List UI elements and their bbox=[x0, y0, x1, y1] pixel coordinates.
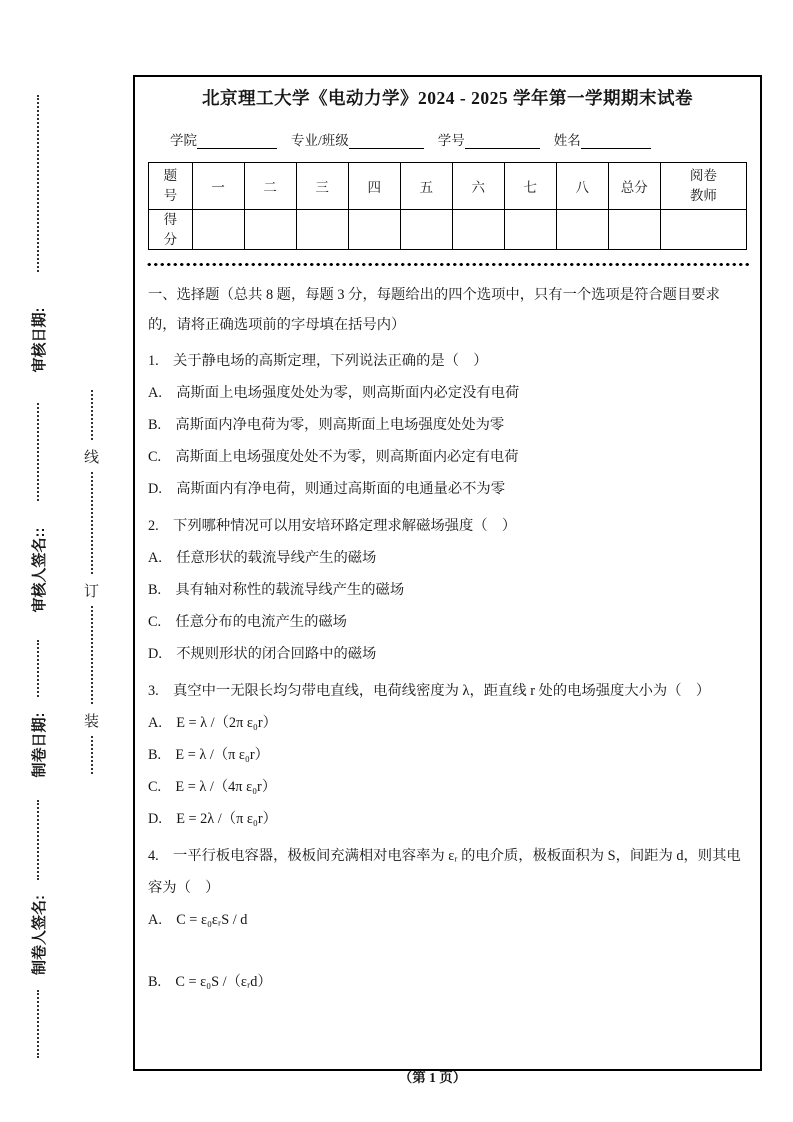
question-1 bbox=[148, 345, 747, 505]
question-2-option-b: B. 具有轴对称性的载流导线产生的磁场 bbox=[148, 582, 405, 599]
score-cell bbox=[556, 210, 608, 250]
score-cell bbox=[452, 210, 504, 250]
question-3-option-a: A. E = λ /（2π ε₀r） bbox=[148, 715, 277, 732]
exam-title: 北京理工大学《电动力学》2024 - 2025 学年第一学期期末试卷 bbox=[202, 88, 693, 108]
question-3-text: 3. 真空中一无限长均匀带电直线，电荷线密度为 λ，距直线 r 处的电场强度大小为（ ） bbox=[148, 683, 711, 700]
total-score-header: 总分 bbox=[608, 163, 660, 210]
question-4-text: 4. 一平行板电容器，极板间充满相对电容率为 εᵣ 的电介质，极板面积为 S，间距为 d，则其电容为（ ） bbox=[148, 848, 741, 897]
exam-body bbox=[148, 280, 747, 998]
question-4-option-b: B. C = ε₀S /（εᵣd） bbox=[148, 974, 272, 991]
margin-dotted-line bbox=[37, 95, 39, 272]
score-cell bbox=[192, 210, 244, 250]
total-score-cell bbox=[608, 210, 660, 250]
question-3-option-b: B. E = λ /（π ε₀r） bbox=[148, 747, 269, 764]
question-1-option-b: B. 高斯面内净电荷为零，则高斯面上电场强度处处为零 bbox=[148, 417, 505, 434]
column-header: 六 bbox=[452, 163, 504, 210]
margin-dotted-line bbox=[37, 403, 39, 501]
score-cell bbox=[504, 210, 556, 250]
review-date-label: 审核日期: bbox=[30, 307, 48, 373]
question-1-option-c: C. 高斯面上电场强度处处不为零，则高斯面内必定有电荷 bbox=[148, 449, 519, 466]
score-row-header bbox=[149, 210, 193, 250]
major-class-blank-line bbox=[349, 132, 424, 149]
column-header: 八 bbox=[556, 163, 608, 210]
grader-cell bbox=[660, 210, 746, 250]
major-class-label: 专业/班级 bbox=[291, 133, 349, 148]
make-date-label: 制卷日期: bbox=[30, 712, 48, 778]
binding-char-staple: 订 bbox=[84, 584, 100, 600]
score-cell bbox=[400, 210, 452, 250]
binding-char-line: 线 bbox=[84, 450, 100, 466]
question-number-label: 题号 bbox=[163, 168, 178, 203]
name-blank-line bbox=[581, 132, 651, 149]
question-3 bbox=[148, 675, 747, 835]
question-3-option-d: D. E = 2λ /（π ε₀r） bbox=[148, 811, 277, 828]
college-blank-line bbox=[197, 132, 277, 149]
score-table-corner bbox=[149, 163, 193, 210]
column-header: 一 bbox=[192, 163, 244, 210]
binding-dotted-line bbox=[91, 472, 93, 574]
student-id-label: 学号 bbox=[437, 133, 465, 148]
binding-dotted-line bbox=[91, 736, 93, 774]
page-number: （第 1 页） bbox=[398, 1070, 467, 1085]
column-header: 二 bbox=[244, 163, 296, 210]
column-header: 五 bbox=[400, 163, 452, 210]
binding-dotted-line bbox=[91, 390, 93, 440]
exam-sheet bbox=[133, 75, 762, 1071]
margin-dotted-line bbox=[37, 990, 39, 1058]
student-info-row bbox=[170, 129, 747, 149]
score-row-label: 得分 bbox=[163, 212, 178, 247]
student-id-blank-line bbox=[465, 132, 540, 149]
question-1-option-a: A. 高斯面上电场强度处处为零，则高斯面内必定没有电荷 bbox=[148, 385, 520, 402]
question-2-option-c: C. 任意分布的电流产生的磁场 bbox=[148, 614, 347, 631]
binding-char-bind: 装 bbox=[84, 714, 100, 730]
question-4-option-a: A. C = ε₀εᵣS / d bbox=[148, 912, 248, 929]
question-2-option-d: D. 不规则形状的闭合回路中的磁场 bbox=[148, 646, 377, 663]
reviewer-sign-label: 审核人签名:: bbox=[30, 527, 48, 613]
score-cell bbox=[348, 210, 400, 250]
maker-sign-label: 制卷人签名: bbox=[30, 895, 48, 975]
question-3-option-c: C. E = λ /（4π ε₀r） bbox=[148, 779, 277, 796]
college-label: 学院 bbox=[170, 133, 197, 148]
question-1-option-d: D. 高斯面内有净电荷，则通过高斯面的电通量必不为零 bbox=[148, 481, 506, 498]
column-header: 四 bbox=[348, 163, 400, 210]
question-2 bbox=[148, 510, 747, 670]
grader-header bbox=[660, 163, 746, 210]
score-cell bbox=[244, 210, 296, 250]
column-header: 七 bbox=[504, 163, 556, 210]
question-4 bbox=[148, 840, 747, 998]
section-title: 一、选择题（总共 8 题，每题 3 分，每题给出的四个选项中，只有一个选项是符合题目要求的，请将正确选项前的字母填在括号内） bbox=[148, 287, 720, 334]
question-2-option-a: A. 任意形状的载流导线产生的磁场 bbox=[148, 550, 377, 567]
score-cell bbox=[296, 210, 348, 250]
score-table bbox=[148, 162, 747, 250]
column-header: 三 bbox=[296, 163, 348, 210]
question-1-text: 1. 关于静电场的高斯定理，下列说法正确的是（ ） bbox=[148, 353, 488, 370]
name-label: 姓名 bbox=[553, 133, 581, 148]
dotted-separator bbox=[146, 262, 749, 267]
grader-header-label: 阅卷教师 bbox=[689, 168, 717, 203]
question-2-text: 2. 下列哪种情况可以用安培环路定理求解磁场强度（ ） bbox=[148, 518, 517, 535]
binding-dotted-line bbox=[91, 606, 93, 704]
